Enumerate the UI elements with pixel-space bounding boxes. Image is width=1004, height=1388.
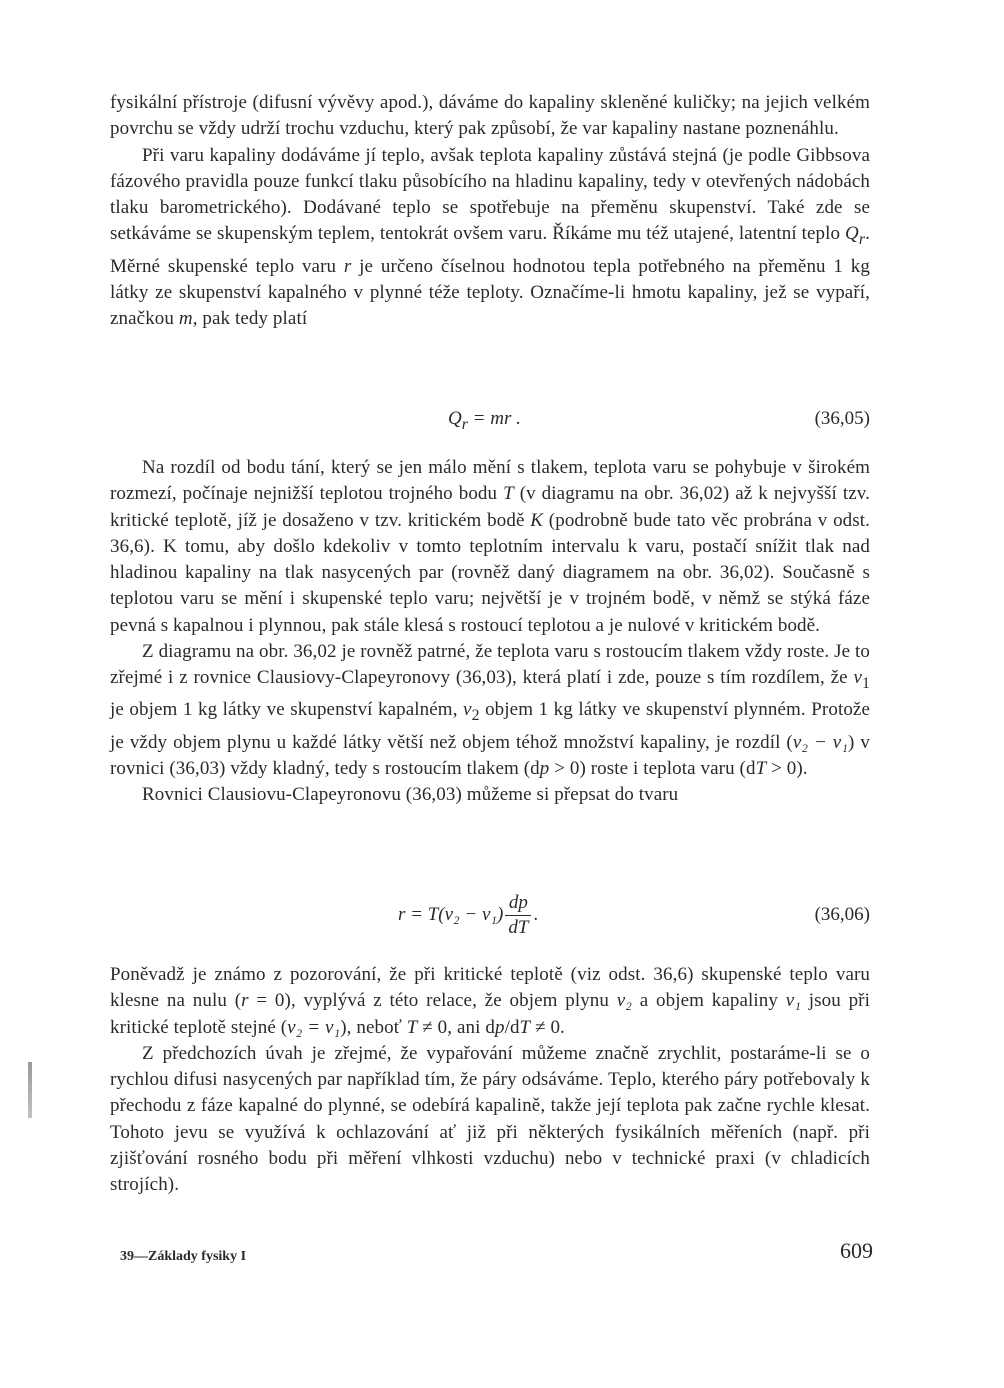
paragraph-4: Z diagramu na obr. 36,02 je rovněž patrné, že teplota varu s rostoucím tlakem vždy roste. Je to zřejmé i z rovnice Clausiovy-Clapeyronovy (36,03), která platí i zde, pouze s tím rozdílem, že $v_1$ je objem 1 kg látky ve skupenství kapalném, $v_2$ objem 1 kg látky ve skupenství plynném. Protože je vždy objem plynu u každé látky větší než objem téhož množství kapaliny, je rozdíl (v₂ − v₁) v rovnici (36,03) vždy kladný, tedy s rostoucím tlakem (dp > 0) roste i teplota varu (dT > 0). [110,641,870,779]
paragraph-7: Z předchozích úvah je zřejmé, že vypařování můžeme značně zrychlit, postaráme-li se o rychlou difusi nasycených par například tím, že páry odsáváme. Teplo, kterého páry potřebovaly k přechodu z fáze kapalné do plynné, se odebírá kapalině, takže její teplota pak začne rychle klesat. Tohoto jevu se využívá k ochlazování ať již při některých fysikálních měřeních (např. při zjišťování rosného bodu při měření vlhkosti vzduchu) nebo v technické praxi (v chladicích strojích). [110,1042,870,1196]
equation-body: r = T(v₂ − v₁) $\frac{dp}{dT}$ . [398,892,539,938]
equation-number: (36,05) [814,408,870,429]
text-block-bottom [110,962,870,1199]
text-block-top [110,90,870,332]
equation-36-05 [110,408,870,438]
equation-36-06 [110,892,870,948]
paragraph-1: fysikální přístroje (difusní vývěvy apod.), dáváme do kapaliny skleněné kuličky; na jejich velkém povrchu se vždy udrží trochu vzduchu, který pak způsobí, že var kapaliny nastane poznenáhlu. [110,92,870,140]
paragraph-6: Poněvadž je známo z pozorování, že při kritické teplotě (viz odst. 36,6) skupenské teplo varu klesne na nulu (r = 0), vyplývá z této relace, že objem plynu v₂ a objem kapaliny v₁ jsou při kritické teplotě stejné (v₂ = v₁), neboť T ≠ 0, ani dp/dT ≠ 0. [110,964,870,1038]
fraction: $\frac{dp}{dT}$ [505,892,531,939]
paragraph-5: Rovnici Clausiovu-Clapeyronovu (36,03) můžeme si přepsat do tvaru [142,784,679,806]
scan-artifact [28,1062,32,1118]
equation-number: (36,06) [814,904,870,925]
page-number: 609 [840,1238,873,1263]
equation-body: $Q_r$ = mr . [448,408,521,433]
footer-book-title: 39—Základy fysiky I [120,1249,247,1264]
paragraph-3: Na rozdíl od bodu tání, který se jen málo mění s tlakem, teplota varu se pohybuje v širokém rozmezí, počínaje nejnižší teplotou trojného bodu T (v diagramu na obr. 36,02) až k nejvyšší tzv. kritické teplotě, jíž je dosaženo v tzv. kritickém bodě K (podrobně bude tato věc probrána v odst. 36,6). K tomu, aby došlo kdekoliv v tomto teplotním intervalu k varu, postačí snížit tlak nad hladinou kapaliny na tlak nasycených par (rovněž daný diagramem na obr. 36,02). Současně s teplotou varu se mění i skupenské teplo varu; největší je v trojném bodě, v němž se stýká fáze pevná s kapalnou i plynnou, pak stále klesá s rostoucí teplotou a je nulové v kritickém bodě. [110,457,871,636]
paragraph-2: Při varu kapaliny dodáváme jí teplo, avšak teplota kapaliny zůstává stejná (je podle Gibbsova fázového pravidla pouze funkcí tlaku působícího na hladinu kapaliny, tedy v otevřených nádobách tlaku barometrického). Dodávané teplo se spotřebuje na přeměnu skupenství. Také zde se setkáváme se skupenským teplem, tentokrát ovšem varu. Říkáme mu též utajené, latentní teplo $Q_r$. Měrné skupenské teplo varu r je určeno číselnou hodnotou tepla potřebného na přeměnu 1 kg látky ze skupenství kapalného v plynné téže teploty. Označíme-li hmotu kapaliny, jež se vypaří, značkou m, pak tedy platí [110,144,871,330]
text-block-middle [110,455,870,808]
